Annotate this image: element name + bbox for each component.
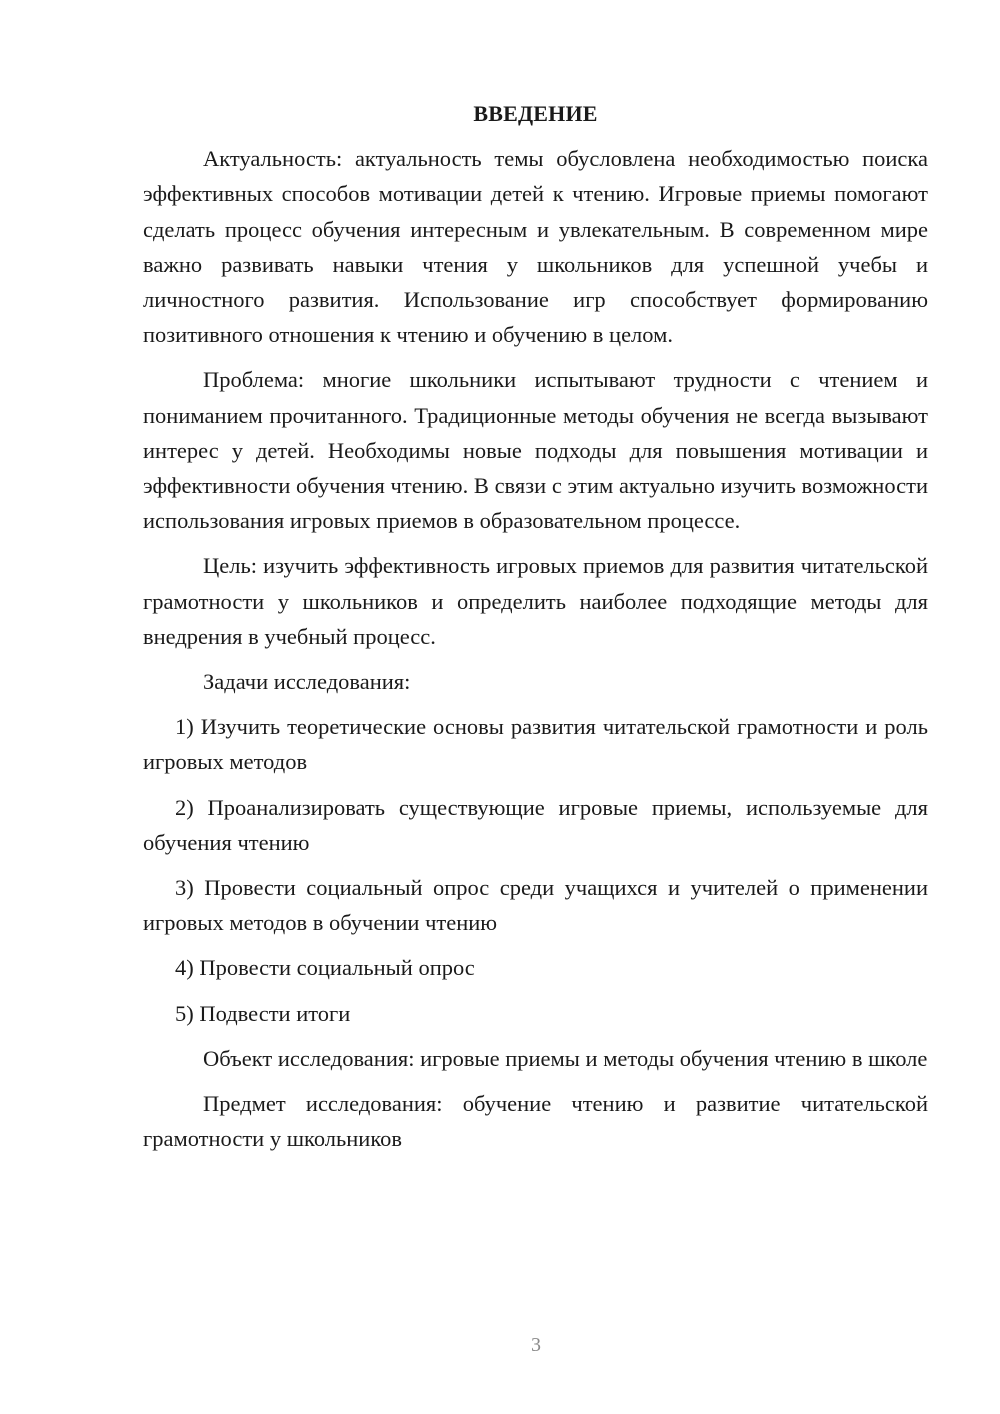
task-item-1: 1) Изучить теоретические основы развития читательской грамотности и роль игровых методов (143, 714, 928, 775)
paragraph-relevance: Актуальность: актуальность темы обусловлена необходимостью поиска эффективных способов мотивации детей к чтению. Игровые приемы помогают сделать процесс обучения интересным и увлекательным. В современном мире важно развивать навыки чтения у школьников для успешной учебы и личностного развития. Использование игр способствует формированию позитивного отношения к чтению и обучению в целом. (143, 146, 928, 348)
page-content (143, 96, 928, 1166)
section-title: ВВЕДЕНИЕ (473, 101, 598, 126)
paragraph-tasks-heading: Задачи исследования: (203, 669, 411, 695)
task-item-2: 2) Проанализировать существующие игровые приемы, используемые для обучения чтению (143, 794, 928, 855)
task-item-4: 4) Провести социальный опрос (175, 955, 475, 981)
task-item-5: 5) Подвести итоги (175, 1000, 351, 1026)
paragraph-research-object: Объект исследования: игровые приемы и методы обучения чтению в школе (203, 1045, 928, 1071)
paragraph-research-subject: Предмет исследования: обучение чтению и развитие читательской грамотности у школьников (143, 1091, 928, 1152)
paragraph-problem: Проблема: многие школьники испытывают трудности с чтением и пониманием прочитанного. Традиционные методы обучения не всегда вызывают интерес у детей. Необходимы новые подходы для повышения мотивации и эффективности обучения чтению. В связи с этим актуально изучить возможности использования игровых приемов в образовательном процессе. (143, 367, 928, 534)
page-number: 3 (531, 1334, 541, 1356)
paragraph-goal: Цель: изучить эффективность игровых приемов для развития читательской грамотности у школьников и определить наиболее подходящие методы для внедрения в учебный процесс. (143, 553, 928, 649)
task-item-3: 3) Провести социальный опрос среди учащихся и учителей о применении игровых методов в обучении чтению (143, 875, 928, 936)
